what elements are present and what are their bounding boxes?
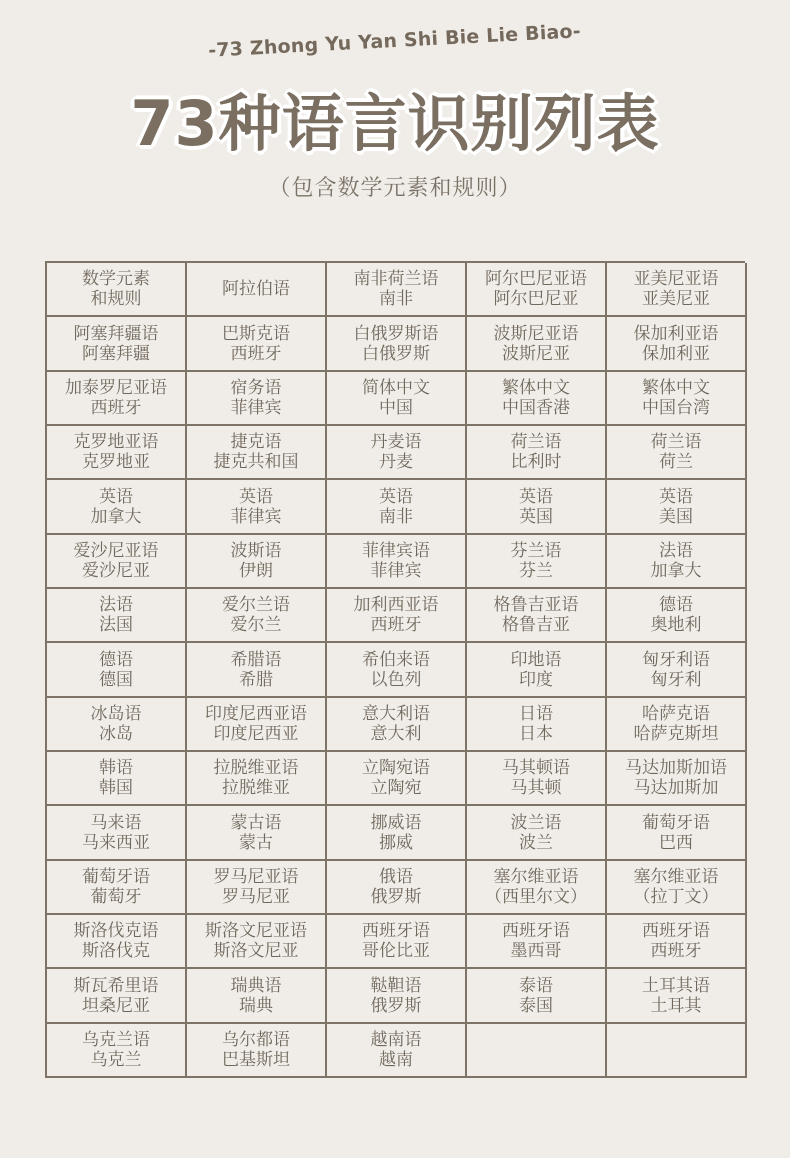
- language-name: 斯洛伐克语: [73, 921, 159, 942]
- language-name: 西班牙语: [642, 921, 710, 942]
- language-name: 宿务语: [230, 377, 282, 398]
- language-name: 波兰语: [510, 812, 562, 833]
- language-name: 菲律宾语: [362, 540, 430, 561]
- language-cell: [187, 426, 327, 480]
- language-region: 法国: [99, 615, 133, 636]
- language-cell: [607, 535, 747, 589]
- language-name: 冰岛语: [90, 703, 142, 724]
- language-name: 瑞典语: [230, 975, 282, 996]
- language-name: 西班牙语: [502, 921, 570, 942]
- language-cell: [607, 861, 747, 915]
- language-name: 印度尼西亚语: [205, 703, 307, 724]
- language-name: 德语: [659, 595, 693, 616]
- language-region: 西班牙: [230, 343, 282, 364]
- language-name: 阿拉伯语: [222, 279, 290, 300]
- language-region: 土耳其: [650, 995, 702, 1016]
- language-name: 韩语: [99, 758, 133, 779]
- language-name: 马来语: [90, 812, 142, 833]
- language-region: 荷兰: [659, 452, 693, 473]
- language-region: 英国: [519, 506, 553, 527]
- language-name: 繁体中文: [642, 377, 710, 398]
- language-name: 波斯语: [230, 540, 282, 561]
- language-region: 巴西: [659, 832, 693, 853]
- language-name: 斯瓦希里语: [73, 975, 159, 996]
- language-cell: [47, 426, 187, 480]
- language-cell: [47, 263, 187, 317]
- language-region: 拉脱维亚: [222, 778, 290, 799]
- language-cell: [47, 806, 187, 860]
- language-region: 瑞典: [239, 995, 273, 1016]
- language-region: 克罗地亚: [82, 452, 150, 473]
- language-cell: [47, 480, 187, 534]
- language-name: 越南语: [370, 1029, 422, 1050]
- language-name: 乌尔都语: [222, 1029, 290, 1050]
- language-cell: [327, 806, 467, 860]
- language-region: 罗马尼亚: [222, 886, 290, 907]
- language-region: 韩国: [99, 778, 133, 799]
- language-cell: [187, 480, 327, 534]
- language-cell: [467, 317, 607, 371]
- page-title: 73种语言识别列表: [130, 87, 660, 160]
- language-region: （西里尔文）: [485, 886, 587, 907]
- language-region: 马来西亚: [82, 832, 150, 853]
- language-name: 法语: [99, 595, 133, 616]
- language-cell: [187, 915, 327, 969]
- language-cell: [607, 752, 747, 806]
- language-cell: [327, 372, 467, 426]
- language-name: 挪威语: [370, 812, 422, 833]
- language-region: 俄罗斯: [370, 995, 422, 1016]
- language-region: 波斯尼亚: [502, 343, 570, 364]
- language-cell: [607, 426, 747, 480]
- language-name: 白俄罗斯语: [353, 323, 439, 344]
- language-name: 繁体中文: [502, 377, 570, 398]
- pinyin-heading: [0, 20, 790, 70]
- language-name: 马其顿语: [502, 758, 570, 779]
- language-cell: [187, 535, 327, 589]
- language-cell: [327, 480, 467, 534]
- language-cell: [607, 806, 747, 860]
- language-region: 伊朗: [239, 560, 273, 581]
- language-name: 荷兰语: [510, 432, 562, 453]
- language-region: 波兰: [519, 832, 553, 853]
- language-cell: [467, 969, 607, 1023]
- language-name: 英语: [239, 486, 273, 507]
- language-cell: [467, 698, 607, 752]
- language-cell: [187, 643, 327, 697]
- language-cell: [607, 915, 747, 969]
- language-cell: [607, 372, 747, 426]
- language-region: 哥伦比亚: [362, 941, 430, 962]
- language-name: 数学元素: [82, 269, 150, 290]
- language-cell: [327, 915, 467, 969]
- language-cell: [47, 752, 187, 806]
- language-name: 印地语: [510, 649, 562, 670]
- language-name: 简体中文: [362, 377, 430, 398]
- language-region: 加拿大: [90, 506, 142, 527]
- language-region: 马其顿: [510, 778, 562, 799]
- language-cell: [327, 643, 467, 697]
- language-region: 马达加斯加: [633, 778, 719, 799]
- language-region: 亚美尼亚: [642, 289, 710, 310]
- language-cell: [467, 480, 607, 534]
- language-region: 中国香港: [502, 397, 570, 418]
- language-cell: [467, 861, 607, 915]
- language-cell: [607, 698, 747, 752]
- language-region: 坦桑尼亚: [82, 995, 150, 1016]
- language-cell: [47, 969, 187, 1023]
- language-region: 越南: [379, 1049, 413, 1070]
- language-region: 和规则: [90, 289, 142, 310]
- language-region: 菲律宾: [230, 397, 282, 418]
- language-cell: [187, 861, 327, 915]
- language-name: 葡萄牙语: [82, 866, 150, 887]
- language-name: 斯洛文尼亚语: [205, 921, 307, 942]
- language-cell: [607, 317, 747, 371]
- language-region: 挪威: [379, 832, 413, 853]
- language-region: 西班牙: [90, 397, 142, 418]
- language-cell: [607, 263, 747, 317]
- language-name: 德语: [99, 649, 133, 670]
- language-region: 冰岛: [99, 723, 133, 744]
- language-cell: [187, 372, 327, 426]
- language-region: 葡萄牙: [90, 886, 142, 907]
- language-name: 捷克语: [230, 432, 282, 453]
- language-name: 英语: [99, 486, 133, 507]
- language-cell: [187, 806, 327, 860]
- language-cell: [327, 426, 467, 480]
- language-cell: [327, 589, 467, 643]
- language-name: 亚美尼亚语: [633, 269, 719, 290]
- language-cell: [467, 589, 607, 643]
- language-name: 希伯来语: [362, 649, 430, 670]
- language-region: 西班牙: [370, 615, 422, 636]
- language-cell: [187, 698, 327, 752]
- language-name: 格鲁吉亚语: [493, 595, 579, 616]
- language-region: 爱尔兰: [230, 615, 282, 636]
- language-name: 波斯尼亚语: [493, 323, 579, 344]
- language-region: 希腊: [239, 669, 273, 690]
- language-cell: [187, 969, 327, 1023]
- language-table: [45, 261, 745, 1078]
- language-cell: [187, 1024, 327, 1078]
- language-name: 泰语: [519, 975, 553, 996]
- language-cell: [47, 372, 187, 426]
- language-cell: [607, 1024, 747, 1078]
- language-name: 阿塞拜疆语: [73, 323, 159, 344]
- language-name: 土耳其语: [642, 975, 710, 996]
- language-region: 阿塞拜疆: [82, 343, 150, 364]
- page-subtitle: （包含数学元素和规则）: [268, 176, 522, 201]
- language-cell: [187, 263, 327, 317]
- language-region: 意大利: [370, 723, 422, 744]
- language-name: 阿尔巴尼亚语: [485, 269, 587, 290]
- language-name: 立陶宛语: [362, 758, 430, 779]
- language-cell: [607, 969, 747, 1023]
- language-name: 加泰罗尼亚语: [65, 377, 167, 398]
- language-region: 格鲁吉亚: [502, 615, 570, 636]
- language-name: 西班牙语: [362, 921, 430, 942]
- language-cell: [607, 480, 747, 534]
- language-name: 拉脱维亚语: [213, 758, 299, 779]
- language-region: 西班牙: [650, 941, 702, 962]
- language-name: 巴斯克语: [222, 323, 290, 344]
- language-region: 加拿大: [650, 560, 702, 581]
- language-region: 立陶宛: [370, 778, 422, 799]
- language-region: 乌克兰: [90, 1049, 142, 1070]
- language-cell: [467, 1024, 607, 1078]
- language-cell: [467, 263, 607, 317]
- language-name: 南非荷兰语: [353, 269, 439, 290]
- language-name: 法语: [659, 540, 693, 561]
- language-region: 印度尼西亚: [213, 723, 299, 744]
- language-name: 克罗地亚语: [73, 432, 159, 453]
- language-name: 爱沙尼亚语: [73, 540, 159, 561]
- language-cell: [327, 861, 467, 915]
- language-region: 捷克共和国: [213, 452, 299, 473]
- language-region: 斯洛文尼亚: [213, 941, 299, 962]
- language-cell: [327, 969, 467, 1023]
- language-region: 中国: [379, 397, 413, 418]
- language-cell: [187, 317, 327, 371]
- language-cell: [607, 643, 747, 697]
- language-region: 保加利亚: [642, 343, 710, 364]
- language-cell: [327, 1024, 467, 1078]
- language-cell: [187, 752, 327, 806]
- language-name: 丹麦语: [370, 432, 422, 453]
- language-name: 荷兰语: [650, 432, 702, 453]
- language-region: 中国台湾: [642, 397, 710, 418]
- language-region: 日本: [519, 723, 553, 744]
- language-cell: [467, 372, 607, 426]
- language-name: 罗马尼亚语: [213, 866, 299, 887]
- language-cell: [47, 698, 187, 752]
- language-region: 巴基斯坦: [222, 1049, 290, 1070]
- language-name: 塞尔维亚语: [493, 866, 579, 887]
- language-region: （拉丁文）: [633, 886, 719, 907]
- language-name: 英语: [379, 486, 413, 507]
- language-cell: [47, 861, 187, 915]
- language-cell: [467, 426, 607, 480]
- language-region: 南非: [379, 289, 413, 310]
- language-region: 南非: [379, 506, 413, 527]
- language-cell: [607, 589, 747, 643]
- language-cell: [467, 535, 607, 589]
- language-cell: [467, 643, 607, 697]
- language-cell: [327, 698, 467, 752]
- language-name: 鞑靼语: [370, 975, 422, 996]
- language-name: 意大利语: [362, 703, 430, 724]
- language-cell: [467, 806, 607, 860]
- language-name: 乌克兰语: [82, 1029, 150, 1050]
- language-name: 塞尔维亚语: [633, 866, 719, 887]
- language-region: 爱沙尼亚: [82, 560, 150, 581]
- language-cell: [327, 535, 467, 589]
- language-region: 墨西哥: [510, 941, 562, 962]
- language-region: 德国: [99, 669, 133, 690]
- language-region: 阿尔巴尼亚: [493, 289, 579, 310]
- language-region: 俄罗斯: [370, 886, 422, 907]
- language-name: 芬兰语: [510, 540, 562, 561]
- language-name: 匈牙利语: [642, 649, 710, 670]
- language-region: 泰国: [519, 995, 553, 1016]
- language-region: 印度: [519, 669, 553, 690]
- language-region: 芬兰: [519, 560, 553, 581]
- language-name: 英语: [519, 486, 553, 507]
- language-region: 菲律宾: [230, 506, 282, 527]
- language-cell: [327, 752, 467, 806]
- language-name: 保加利亚语: [633, 323, 719, 344]
- language-region: 斯洛伐克: [82, 941, 150, 962]
- language-region: 哈萨克斯坦: [633, 723, 719, 744]
- language-name: 日语: [519, 703, 553, 724]
- language-cell: [47, 1024, 187, 1078]
- language-cell: [47, 317, 187, 371]
- pinyin-text: -73 Zhong Yu Yan Shi Bie Lie Biao-: [208, 20, 582, 62]
- language-region: 以色列: [370, 669, 422, 690]
- language-cell: [47, 643, 187, 697]
- language-region: 奥地利: [650, 615, 702, 636]
- language-cell: [467, 752, 607, 806]
- language-cell: [47, 915, 187, 969]
- language-region: 比利时: [510, 452, 562, 473]
- language-region: 菲律宾: [370, 560, 422, 581]
- language-name: 希腊语: [230, 649, 282, 670]
- language-region: 匈牙利: [650, 669, 702, 690]
- language-cell: [47, 589, 187, 643]
- language-name: 加利西亚语: [353, 595, 439, 616]
- language-name: 哈萨克语: [642, 703, 710, 724]
- language-cell: [187, 589, 327, 643]
- language-region: 蒙古: [239, 832, 273, 853]
- language-name: 英语: [659, 486, 693, 507]
- language-name: 马达加斯加语: [625, 758, 727, 779]
- language-name: 葡萄牙语: [642, 812, 710, 833]
- language-cell: [327, 263, 467, 317]
- language-cell: [467, 915, 607, 969]
- language-region: 美国: [659, 506, 693, 527]
- language-region: 丹麦: [379, 452, 413, 473]
- language-name: 蒙古语: [230, 812, 282, 833]
- language-region: 白俄罗斯: [362, 343, 430, 364]
- language-cell: [47, 535, 187, 589]
- language-name: 爱尔兰语: [222, 595, 290, 616]
- language-cell: [327, 317, 467, 371]
- language-name: 俄语: [379, 866, 413, 887]
